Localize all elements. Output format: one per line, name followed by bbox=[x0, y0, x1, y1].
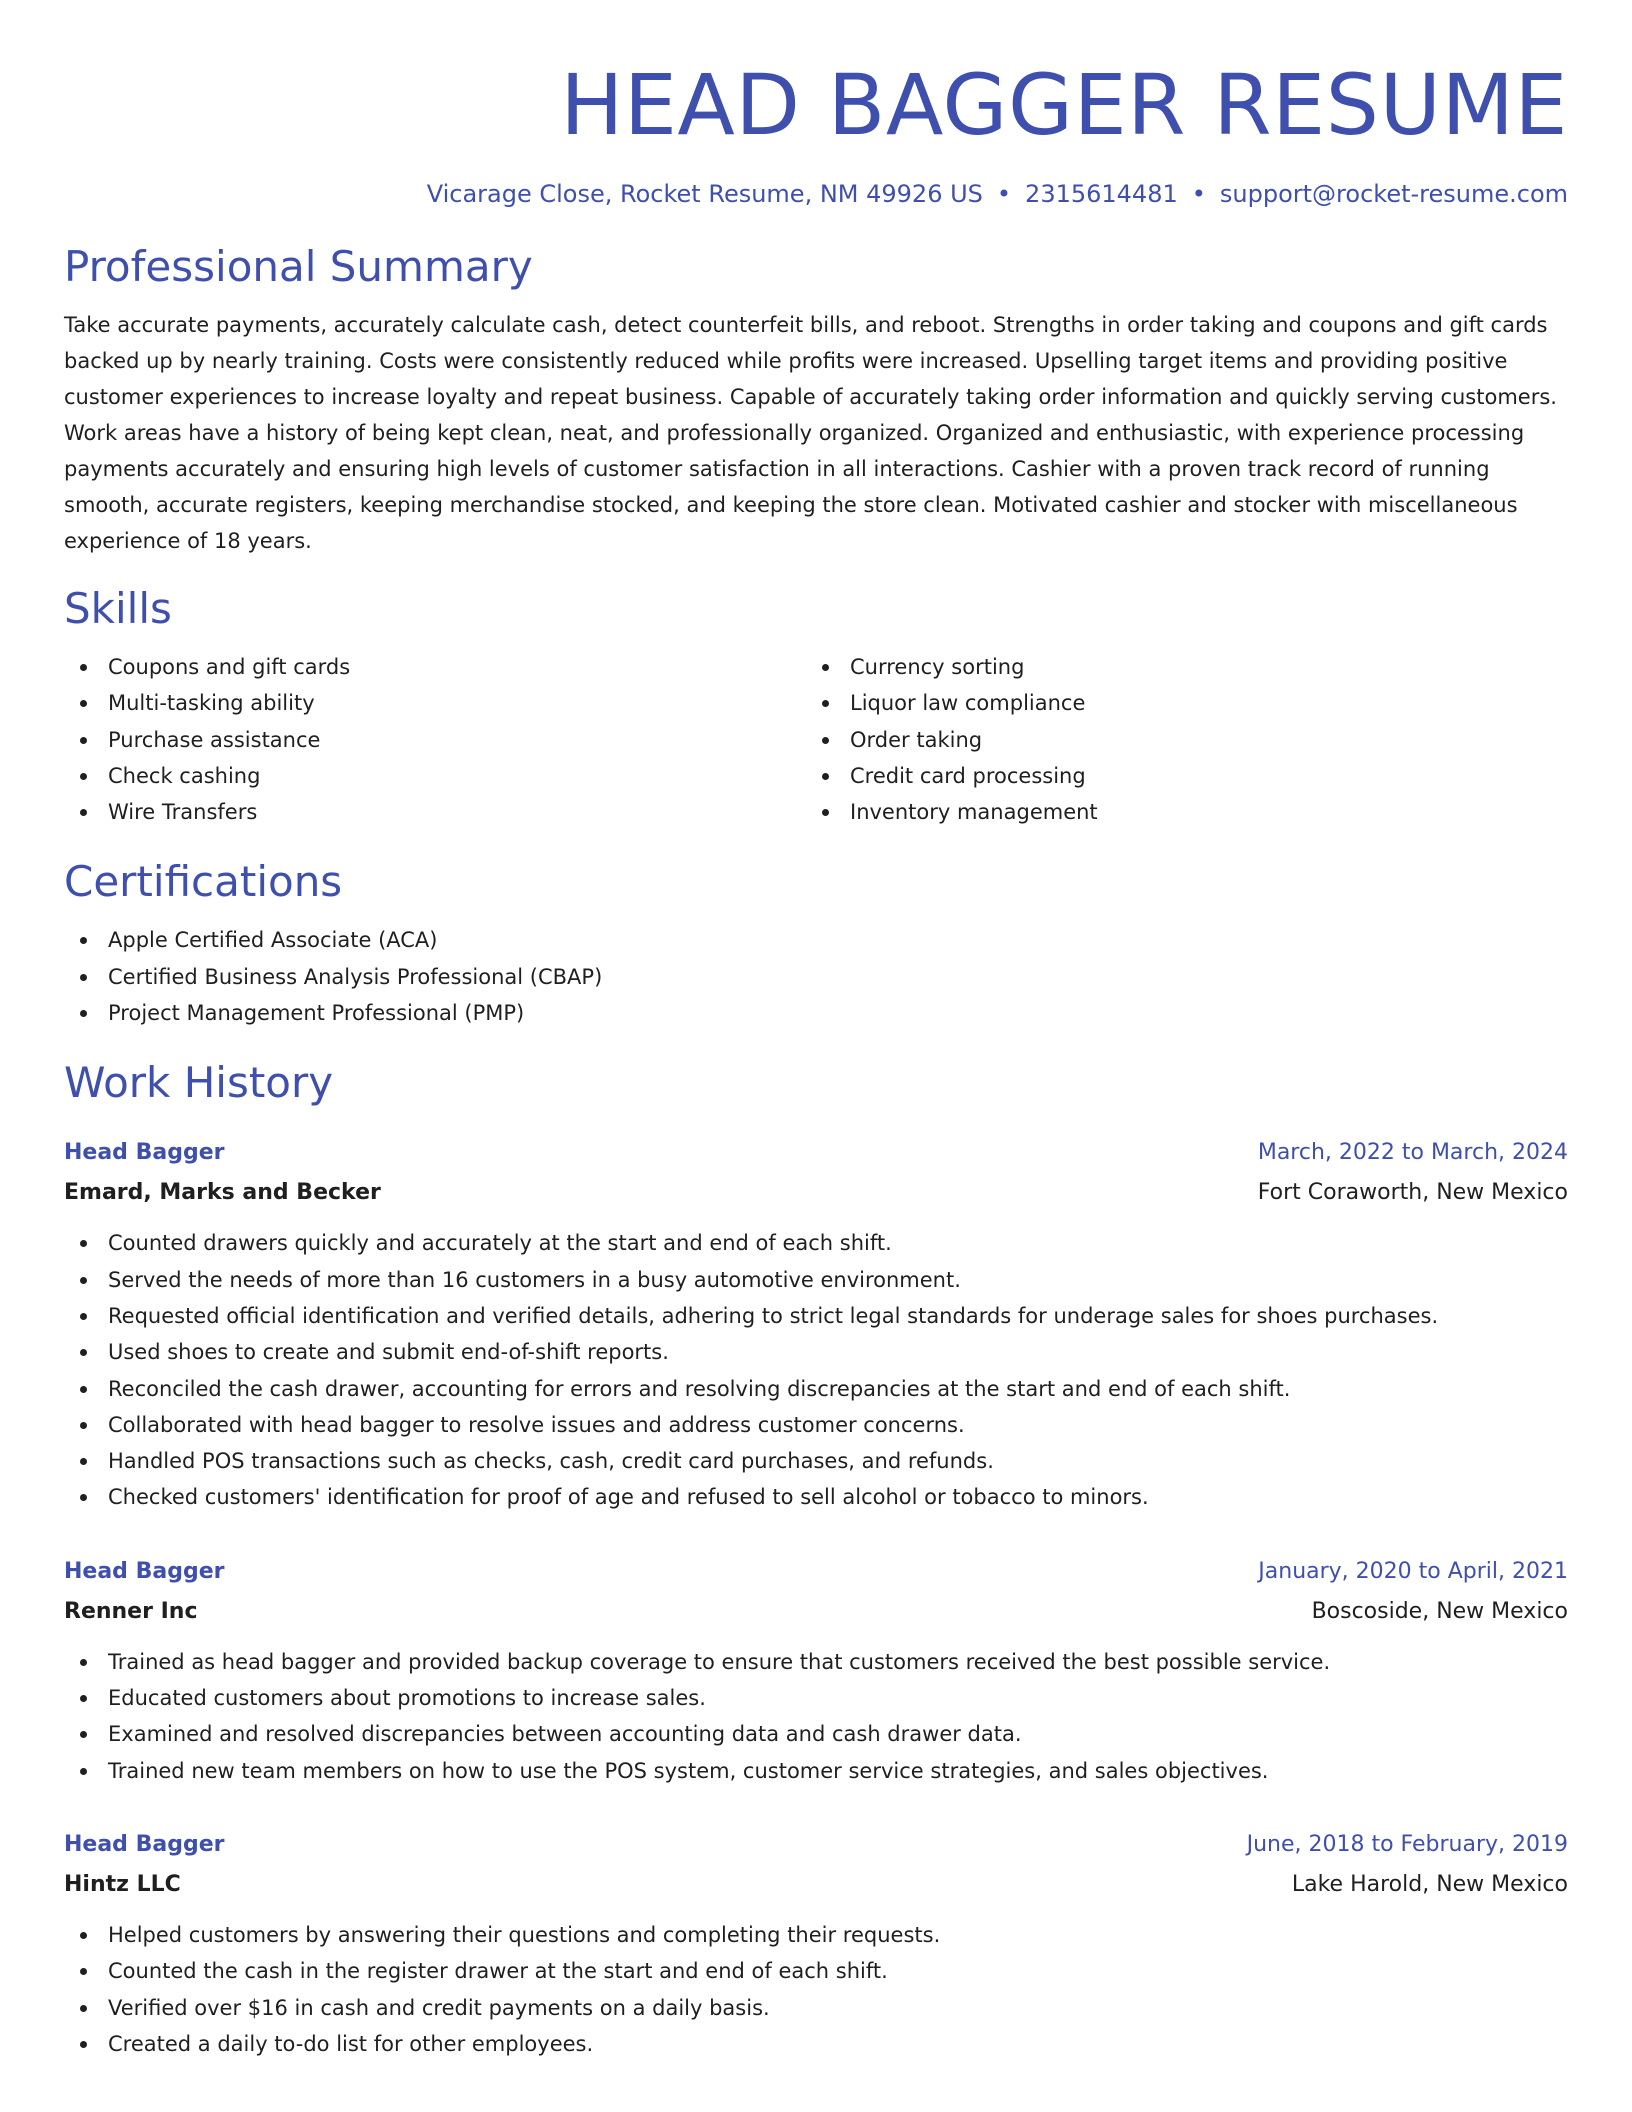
job-location: Lake Harold, New Mexico bbox=[1291, 1871, 1568, 1897]
skill-item: Purchase assistance bbox=[64, 722, 806, 758]
certifications-section bbox=[64, 856, 1568, 1031]
contact-separator: • bbox=[996, 180, 1012, 208]
work-history-title: Work History bbox=[64, 1058, 334, 1108]
skills-column-left bbox=[64, 649, 806, 830]
work-history-section bbox=[64, 1057, 1568, 2062]
contact-line bbox=[64, 179, 1568, 209]
job-header-row bbox=[64, 1825, 1568, 1865]
certification-item: Certified Business Analysis Professional (CBAP) bbox=[64, 959, 1568, 995]
summary-title: Professional Summary bbox=[64, 242, 533, 291]
job-entry bbox=[64, 1825, 1568, 2062]
contact-phone: 2315614481 bbox=[1025, 180, 1178, 208]
certifications-title: Certifications bbox=[64, 857, 343, 907]
job-duties-list bbox=[64, 1644, 1568, 1789]
job-location: Fort Coraworth, New Mexico bbox=[1257, 1180, 1568, 1206]
skills-title: Skills bbox=[64, 584, 172, 633]
skill-item: Multi-tasking ability bbox=[64, 685, 806, 721]
job-company: Renner Inc bbox=[64, 1598, 198, 1624]
contact-separator: • bbox=[1191, 180, 1206, 208]
job-location: Boscoside, New Mexico bbox=[1311, 1598, 1568, 1624]
job-duty-item: Created a daily to-do list for other employees. bbox=[64, 2026, 1568, 2062]
job-company-row bbox=[64, 1173, 1568, 1213]
job-header-row bbox=[64, 1552, 1568, 1592]
job-title: Head Bagger bbox=[64, 1558, 225, 1584]
skills-list-right bbox=[806, 649, 1548, 830]
resume-header bbox=[64, 55, 1568, 209]
job-duties-list bbox=[64, 1225, 1568, 1515]
skill-item: Currency sorting bbox=[806, 649, 1548, 685]
job-entry bbox=[64, 1552, 1568, 1789]
job-dates: March, 2022 to March, 2024 bbox=[1257, 1140, 1568, 1166]
skill-item: Liquor law compliance bbox=[806, 685, 1548, 721]
job-duty-item: Reconciled the cash drawer, accounting for errors and resolving discrepancies at the start and end of each shift. bbox=[64, 1371, 1568, 1407]
skills-list-left bbox=[64, 649, 806, 830]
contact-email: support@rocket-resume.com bbox=[1219, 180, 1568, 208]
skill-item: Wire Transfers bbox=[64, 794, 806, 830]
skills-section bbox=[64, 583, 1568, 830]
job-title: Head Bagger bbox=[64, 1831, 225, 1857]
job-duty-item: Served the needs of more than 16 customers in a busy automotive environment. bbox=[64, 1262, 1568, 1298]
skills-column-right bbox=[806, 649, 1548, 830]
job-duty-item: Requested official identification and verified details, adhering to strict legal standards for underage sales for shoes purchases. bbox=[64, 1298, 1568, 1334]
job-duty-item: Helped customers by answering their questions and completing their requests. bbox=[64, 1917, 1568, 1953]
job-company: Emard, Marks and Becker bbox=[64, 1180, 381, 1206]
job-duty-item: Checked customers' identification for proof of age and refused to sell alcohol or tobacco to minors. bbox=[64, 1479, 1568, 1515]
job-company-row bbox=[64, 1592, 1568, 1632]
job-title: Head Bagger bbox=[64, 1140, 225, 1166]
job-duty-item: Trained as head bagger and provided backup coverage to ensure that customers received the best possible service. bbox=[64, 1644, 1568, 1680]
certifications-list bbox=[64, 922, 1568, 1031]
job-dates: January, 2020 to April, 2021 bbox=[1258, 1558, 1568, 1584]
job-duty-item: Trained new team members on how to use the POS system, customer service strategies, and sales objectives. bbox=[64, 1753, 1568, 1789]
summary-text: Take accurate payments, accurately calculate cash, detect counterfeit bills, and reboot. Strengths in order taking and coupons and gift cards backed up by nearly training. Costs were consistently reduced while profits were increased. Upselling target items and providing positive customer experiences to increase loyalty and repeat business. Capable of accurately taking order information and quickly serving customers. Work areas have a history of being kept clean, neat, and professionally organized. Organized and enthusiastic, with experience processing payments accurately and ensuring high levels of customer satisfaction in all interactions. Cashier with a proven track record of running smooth, accurate registers, keeping merchandise stocked, and keeping the store clean. Motivated cashier and stocker with miscellaneous experience of 18 years. bbox=[64, 313, 1557, 553]
job-dates: June, 2018 to February, 2019 bbox=[1246, 1831, 1568, 1857]
job-duty-item: Examined and resolved discrepancies between accounting data and cash drawer data. bbox=[64, 1716, 1568, 1752]
job-duty-item: Counted drawers quickly and accurately at the start and end of each shift. bbox=[64, 1225, 1568, 1261]
summary-section bbox=[64, 241, 1568, 559]
contact-address: Vicarage Close, Rocket Resume, NM 49926 US bbox=[426, 180, 983, 208]
job-duty-item: Educated customers about promotions to increase sales. bbox=[64, 1680, 1568, 1716]
job-duty-item: Counted the cash in the register drawer at the start and end of each shift. bbox=[64, 1953, 1568, 1989]
job-duty-item: Handled POS transactions such as checks, cash, credit card purchases, and refunds. bbox=[64, 1443, 1568, 1479]
skill-item: Check cashing bbox=[64, 758, 806, 794]
job-duty-item: Used shoes to create and submit end-of-shift reports. bbox=[64, 1334, 1568, 1370]
resume-name: HEAD BAGGER RESUME bbox=[560, 56, 1568, 154]
job-duty-item: Collaborated with head bagger to resolve issues and address customer concerns. bbox=[64, 1407, 1568, 1443]
job-entry bbox=[64, 1133, 1568, 1515]
job-duties-list bbox=[64, 1917, 1568, 2062]
job-company: Hintz LLC bbox=[64, 1871, 181, 1897]
skills-grid bbox=[64, 649, 1568, 830]
certification-item: Project Management Professional (PMP) bbox=[64, 995, 1568, 1031]
skill-item: Coupons and gift cards bbox=[64, 649, 806, 685]
skill-item: Inventory management bbox=[806, 794, 1548, 830]
certification-item: Apple Certified Associate (ACA) bbox=[64, 922, 1568, 958]
skill-item: Order taking bbox=[806, 722, 1548, 758]
job-duty-item: Verified over $16 in cash and credit payments on a daily basis. bbox=[64, 1990, 1568, 2026]
job-header-row bbox=[64, 1133, 1568, 1173]
skill-item: Credit card processing bbox=[806, 758, 1548, 794]
job-company-row bbox=[64, 1865, 1568, 1905]
